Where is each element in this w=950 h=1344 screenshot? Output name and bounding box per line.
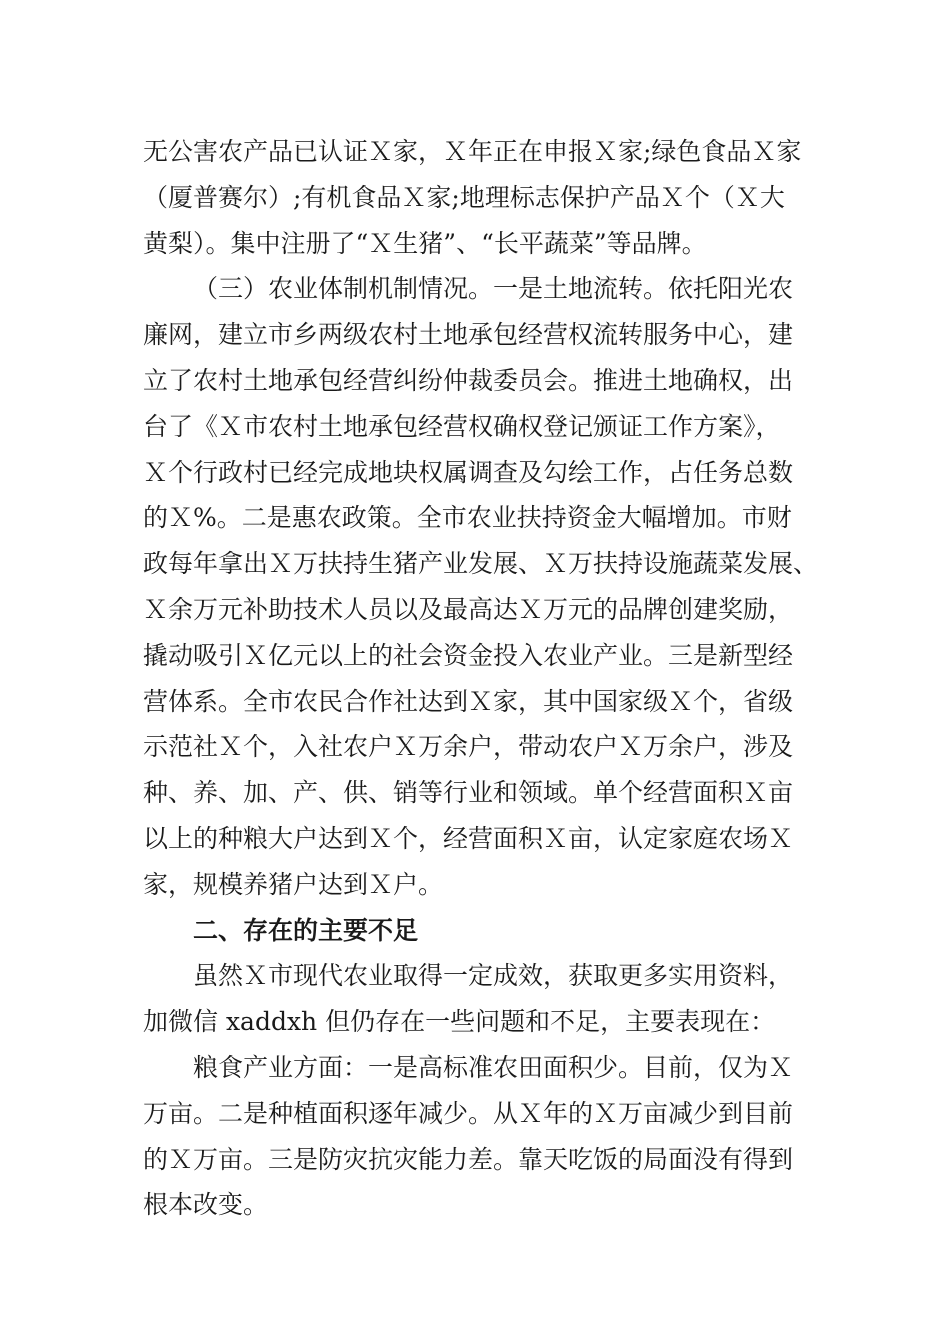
paragraph-line: 以上的种粮大户达到Ｘ个，经营面积Ｘ亩，认定家庭农场Ｘ: [143, 823, 794, 853]
paragraph-line: 家，规模养猪户达到Ｘ户。: [143, 869, 444, 899]
paragraph-line: 黄梨）。集中注册了“Ｘ生猪”、“长平蔬菜”等品牌。: [143, 228, 707, 258]
paragraph-line: 的Ｘ万亩。三是防灾抗灾能力差。靠天吃饭的局面没有得到: [143, 1144, 794, 1174]
paragraph-line: 营体系。全市农民合作社达到Ｘ家，其中国家级Ｘ个，省级: [143, 686, 794, 716]
paragraph-line: （厦普赛尔）;有机食品Ｘ家;地理标志保护产品Ｘ个（Ｘ大: [143, 182, 785, 212]
paragraph-line: 万亩。二是种植面积逐年减少。从Ｘ年的Ｘ万亩减少到目前: [143, 1098, 794, 1128]
paragraph-line: 粮食产业方面：一是高标准农田面积少。目前，仅为Ｘ: [193, 1052, 794, 1082]
paragraph-line: 根本改变。: [143, 1190, 269, 1220]
paragraph-line: 无公害农产品已认证Ｘ家，Ｘ年正在申报Ｘ家;绿色食品Ｘ家: [143, 137, 802, 166]
paragraph-line: 虽然Ｘ市现代农业取得一定成效，获取更多实用资料，: [193, 961, 794, 991]
paragraph-line: 示范社Ｘ个，入社农户Ｘ万余户，带动农户Ｘ万余户，涉及: [143, 732, 794, 762]
paragraph-line: 的Ｘ%。二是惠农政策。全市农业扶持资金大幅增加。市财: [143, 503, 792, 533]
paragraph-line: 政每年拿出Ｘ万扶持生猪产业发展、Ｘ万扶持设施蔬菜发展、: [143, 549, 819, 579]
paragraph-line: 种、养、加、产、供、销等行业和领域。单个经营面积Ｘ亩: [143, 778, 794, 808]
paragraph-line: Ｘ余万元补助技术人员以及最高达Ｘ万元的品牌创建奖励，: [143, 594, 794, 624]
paragraph-line: Ｘ个行政村已经完成地块权属调查及勾绘工作，占任务总数: [143, 457, 794, 487]
paragraph-line: 廉网，建立市乡两级农村土地承包经营权流转服务中心，建: [143, 320, 794, 350]
paragraph-line: 立了农村土地承包经营纠纷仲裁委员会。推进土地确权，出: [143, 365, 794, 395]
paragraph-line: （三）农业体制机制情况。一是土地流转。依托阳光农: [193, 274, 794, 304]
paragraph-line: 台了《Ｘ市农村土地承包经营权确权登记颁证工作方案》，: [143, 411, 781, 441]
document-body: [143, 129, 823, 1228]
paragraph-line: 撬动吸引Ｘ亿元以上的社会资金投入农业产业。三是新型经: [143, 640, 794, 670]
paragraph-line: 加微信 xaddxh 但仍存在一些问题和不足，主要表现在：: [143, 1007, 776, 1037]
section-heading: 二、存在的主要不足: [193, 915, 419, 945]
